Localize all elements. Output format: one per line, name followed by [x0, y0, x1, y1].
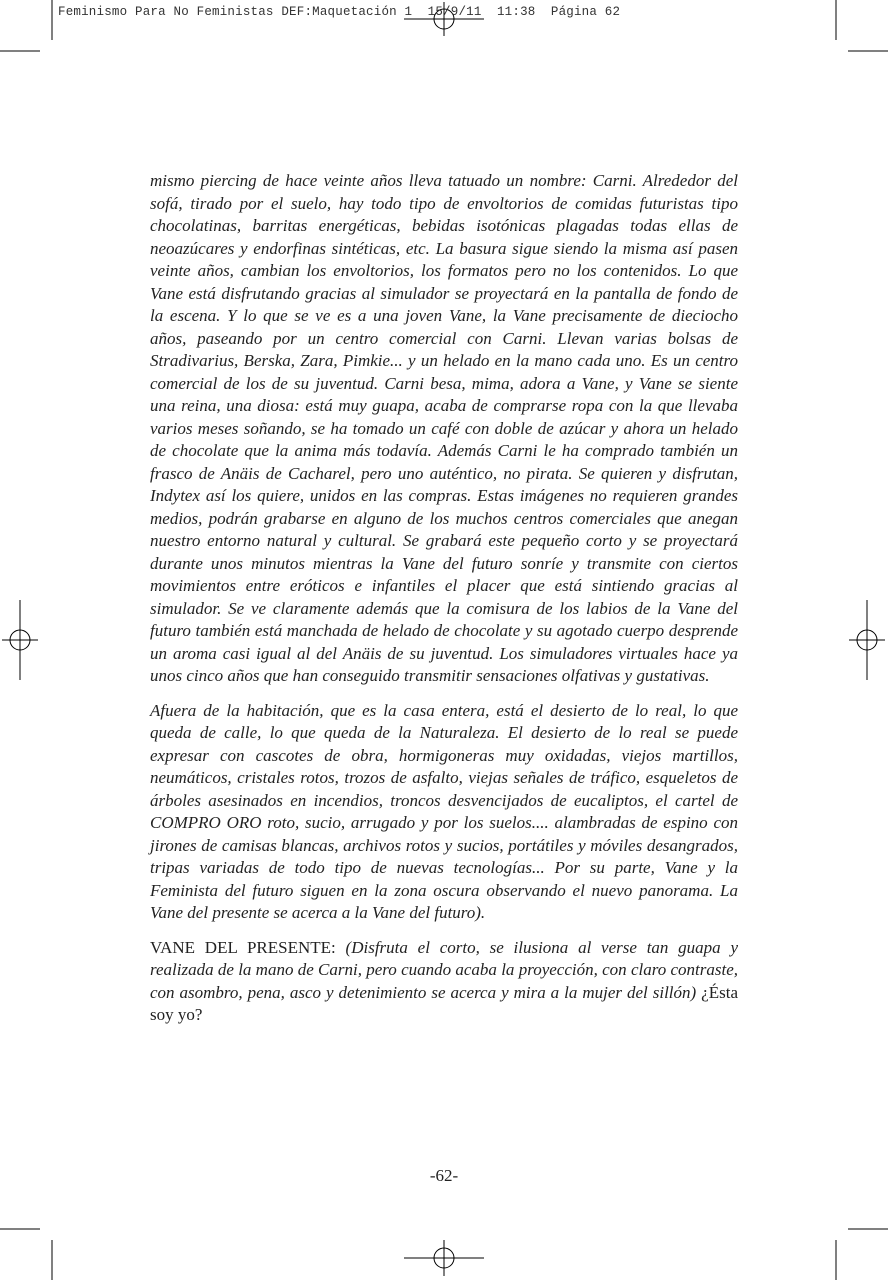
print-slug: Feminismo Para No Feministas DEF:Maquetación 1 15/9/11 11:38 Página 62: [58, 5, 621, 19]
paragraph-stage-direction-2: Afuera de la habitación, que es la casa entera, está el desierto de lo real, lo que queda de calle, lo que queda de la Naturaleza. El desierto de lo real se puede expresar con cascotes de obra, hormigoneras muy oxidadas, viejos martillos, neumáticos, cristales rotos, trozos de asfalto, viejas señales de tráfico, esqueletos de árboles asesinados en incendios, troncos desvencijados de eucaliptos, el cartel de COMPRO ORO roto, sucio, arrugado y por los suelos.... alambradas de espino con jirones de camisas blancas, archivos rotos y sucios, portátiles y móviles desangrados, tripas variadas de todo tipo de nuevas tecnologías... Por su parte, Vane y la Feminista del futuro siguen en la zona oscura observando el nuevo panorama. La Vane del presente se acerca a la Vane del futuro).: [150, 700, 738, 922]
paragraph-stage-direction-1: mismo piercing de hace veinte años lleva tatuado un nombre: Carni. Alrededor del sofá, tirado por el suelo, hay todo tipo de envoltorios de comidas futuristas tipo chocolatinas, barritas energéticas, bebidas isotónicas plagadas todas ellas de neoazúcares y endorfinas sintéticas, etc. La basura sigue siendo la misma así pasen veinte años, cambian los envoltorios, los formatos pero no los contenidos. Lo que Vane está disfrutando gracias al simulador se proyectará en la pantalla de fondo de la escena. Y lo que se ve es a una joven Vane, la Vane precisamente de dieciocho años, paseando por un centro comercial con Carni. Llevan varias bolsas de Stradivarius, Berska, Zara, Pimkie... y un helado en la mano cada uno. Es un centro comercial de los de su juventud. Carni besa, mima, adora a Vane, y Vane se siente una reina, una diosa: está muy guapa, acaba de comprarse ropa con la que llevaba varios meses soñando, se ha tomado un café con doble de azúcar y ahora un helado de chocolate que la anima más todavía. Además Carni le ha comprado también un frasco de Anäis de Cacharel, pero uno auténtico, no pirata. Se quieren y disfrutan, Indytex así los quiere, unidos en las compras. Estas imágenes no requieren grandes medios, podrán grabarse en alguno de los muchos centros comerciales que anegan nuestro entorno natural y cultural. Se grabará este pequeño corto y se proyectará durante unos minutos mientras la Vane del futuro sonríe y transmite con ciertos movimientos entre eróticos e infantiles el placer que está sintiendo gracias al simulador. Se ve claramente además que la comisura de los labios de la Vane del futuro también está manchada de helado de chocolate y su agotado cuerpo desprende un aroma casi igual al del Anäis de su juventud. Los simuladores virtuales hace ya unos cinco años que han conseguido transmitir sensaciones olfativas y gustativas.: [150, 171, 738, 685]
dialogue-line: ¿Ésta soy yo?: [150, 982, 738, 1024]
body-text: [150, 170, 738, 1039]
page-number: -62-: [429, 1166, 459, 1185]
speaker-name: VANE DEL PRESENTE:: [150, 937, 336, 957]
paragraph-dialogue: [150, 937, 738, 1027]
dialogue-direction: (Disfruta el corto, se ilusiona al verse tan guapa y realizada de la mano de Carni, pero cuando acaba la proyección, con claro contraste, con asombro, pena, asco y detenimiento se acerca y mira a la mujer del sillón): [150, 937, 738, 1002]
